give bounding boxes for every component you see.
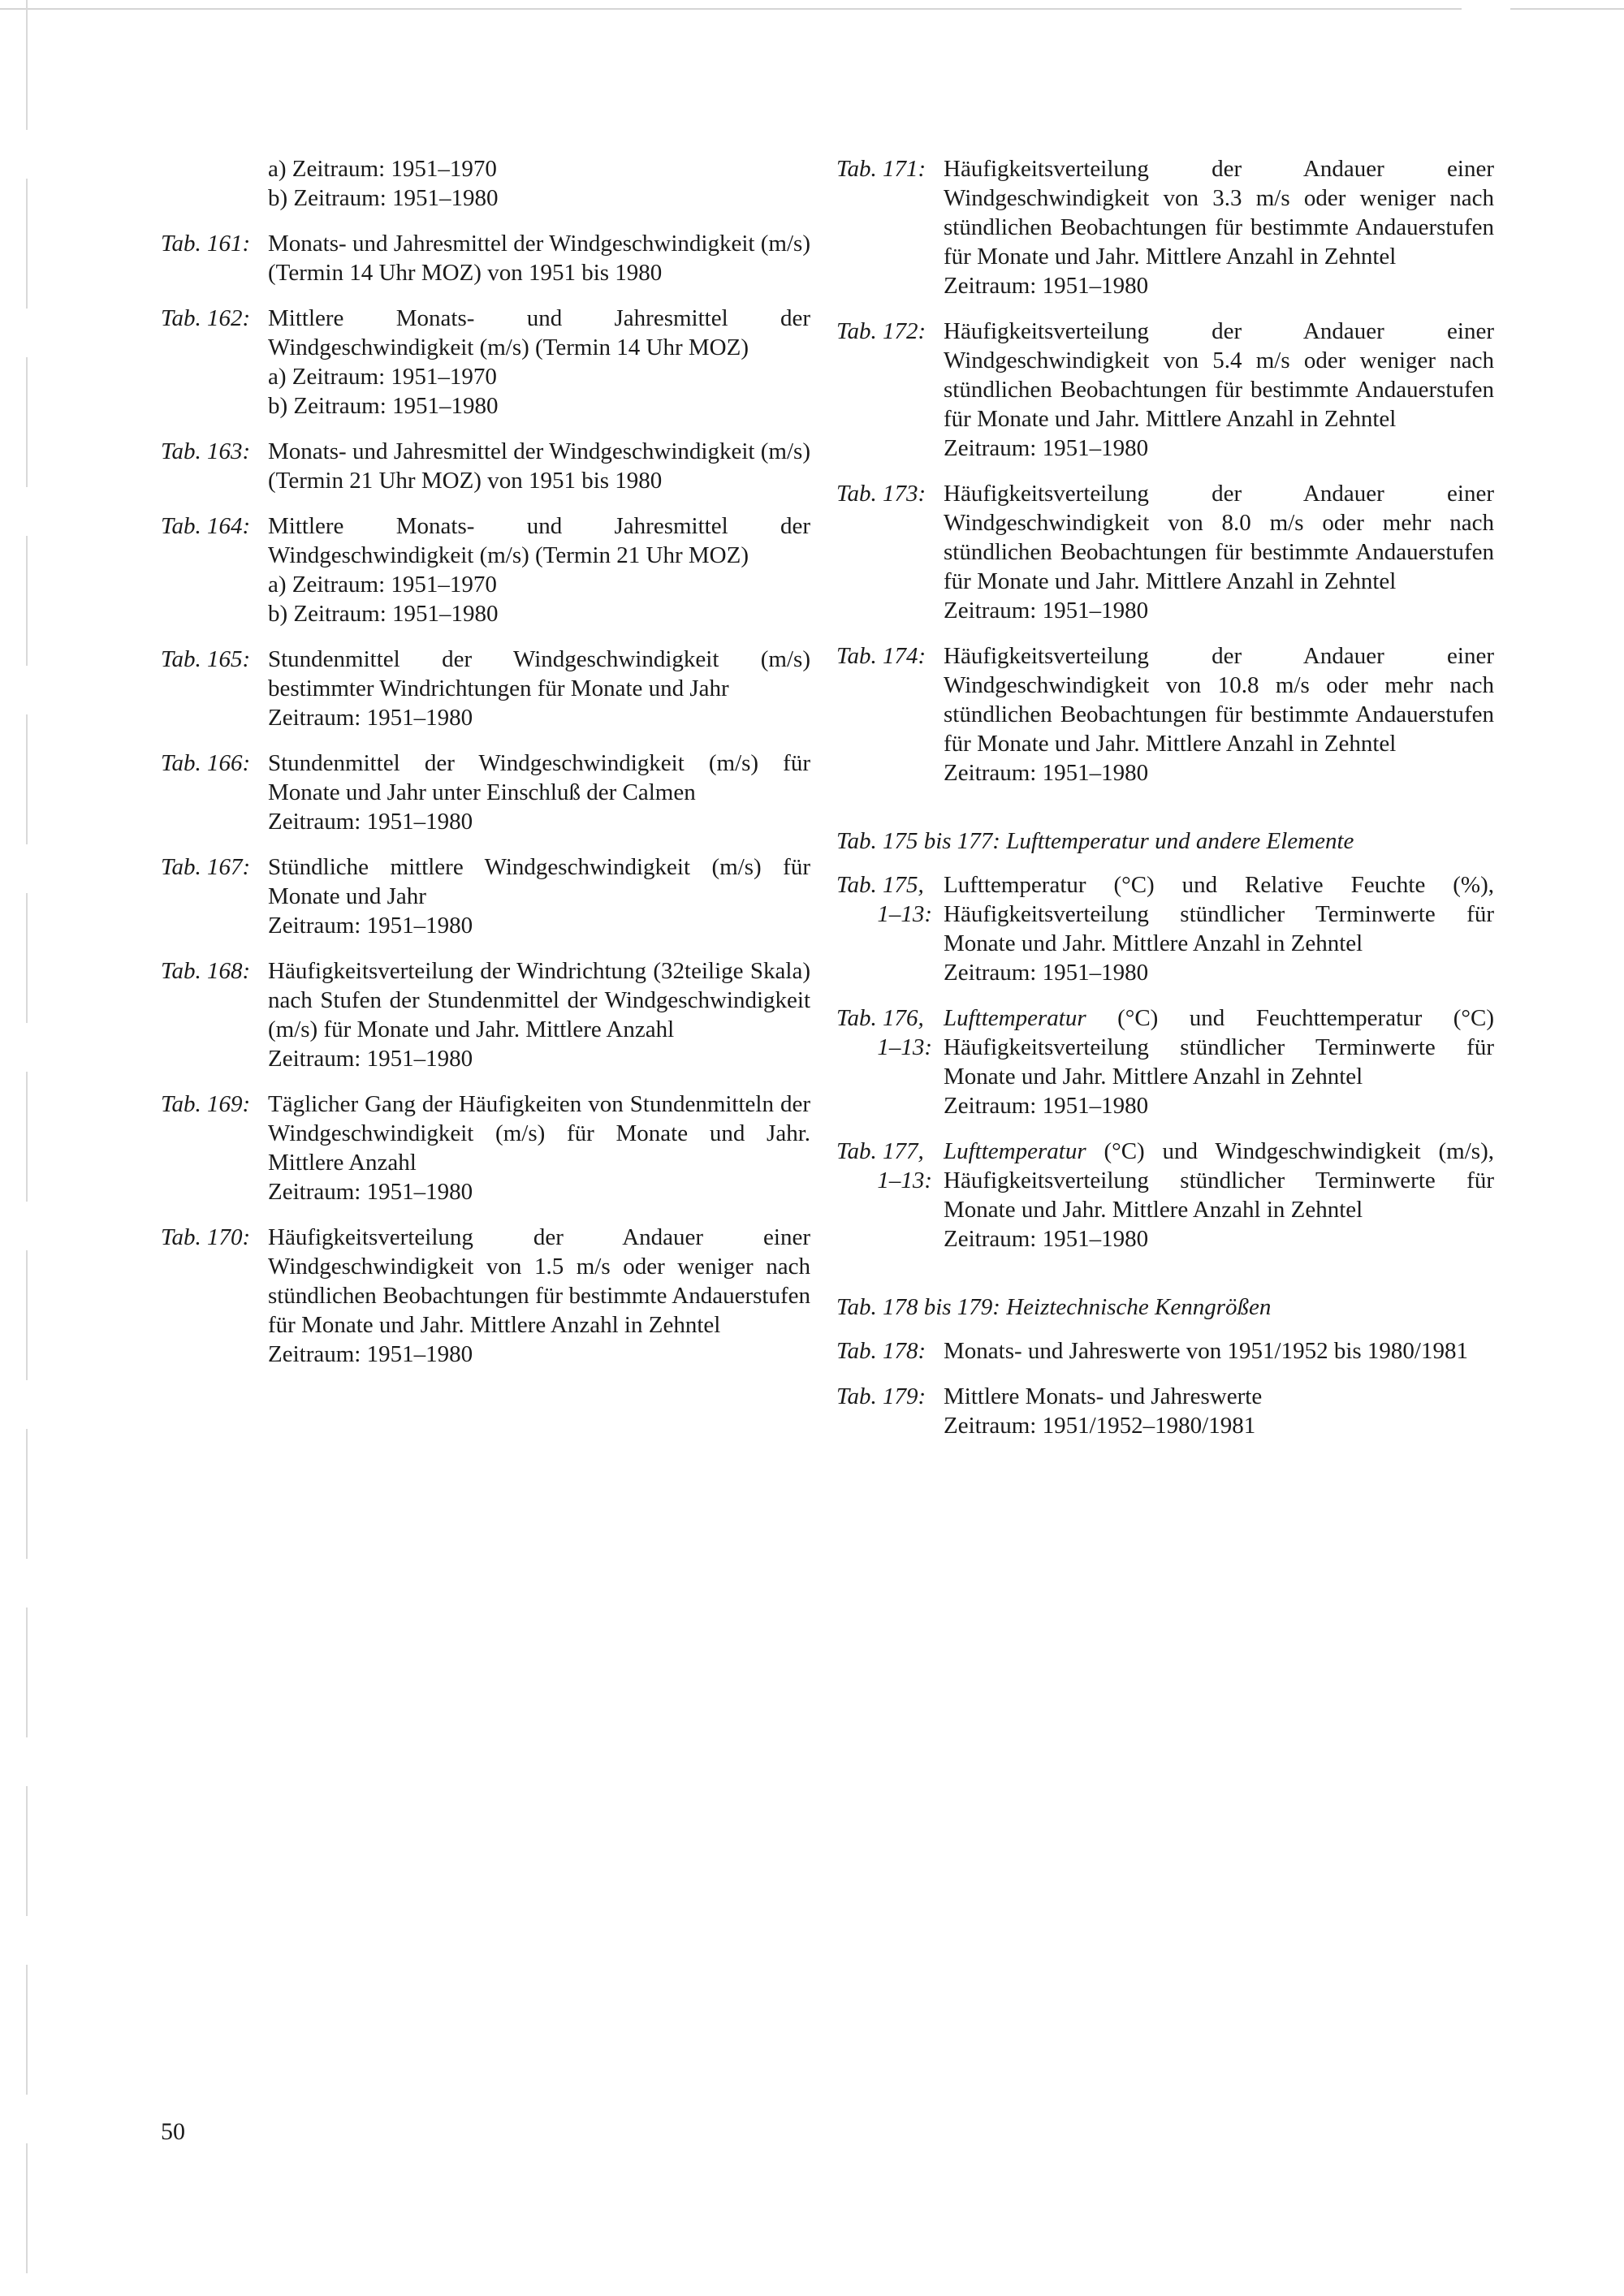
table-label: Tab. 166:	[161, 750, 251, 776]
table-label-sub: 1–13:	[877, 1034, 932, 1060]
table-entry-172	[836, 317, 1494, 463]
table-entry-167	[161, 852, 810, 940]
period: Zeitraum: 1951–1980	[268, 1341, 473, 1367]
table-entry-176	[836, 1003, 1494, 1120]
period: Zeitraum: 1951–1980	[268, 1046, 473, 1072]
table-entry-179	[836, 1382, 1494, 1440]
table-entry-162	[161, 304, 810, 421]
period: Zeitraum: 1951–1980	[268, 705, 473, 731]
table-entry-164	[161, 511, 810, 628]
table-entry-173	[836, 479, 1494, 625]
right-column	[836, 154, 1494, 1457]
title-emphasis: Lufttemperatur	[944, 1138, 1086, 1164]
table-title: Mittlere Monats- und Jahreswerte	[944, 1383, 1263, 1409]
page-number: 50	[161, 2118, 185, 2145]
period-b: b) Zeitraum: 1951–1980	[268, 185, 499, 211]
table-label: Tab. 164:	[161, 513, 251, 539]
period-b: b) Zeitraum: 1951–1980	[268, 393, 499, 419]
top-rule	[0, 8, 1624, 10]
table-title	[944, 1003, 1494, 1091]
table-label-main: Tab. 175,	[836, 872, 924, 898]
table-title: Häufigkeitsverteilung der Andauer einer Windgeschwindigkeit von 10.8 m/s oder mehr nach stündlichen Beobachtungen für bestimmte Andauerstufen für Monate und Jahr. Mittlere Anzahl in Zehntel	[944, 643, 1494, 757]
left-column	[161, 154, 810, 1385]
section-heading-temperature: Tab. 175 bis 177: Lufttemperatur und andere Elemente	[836, 828, 1354, 854]
period-b: b) Zeitraum: 1951–1980	[268, 601, 499, 627]
table-label: Tab. 165:	[161, 646, 251, 672]
table-label	[836, 1003, 944, 1062]
table-entry-163	[161, 437, 810, 495]
page-edge-line	[26, 0, 28, 2296]
table-label: Tab. 161:	[161, 231, 251, 257]
period: Zeitraum: 1951–1980	[944, 435, 1149, 461]
period-a: a) Zeitraum: 1951–1970	[268, 156, 497, 182]
title-emphasis: Lufttemperatur	[944, 1005, 1086, 1031]
table-label: Tab. 172:	[836, 318, 926, 344]
table-label	[836, 870, 944, 929]
table-title: Stundenmittel der Windgeschwindigkeit (m/s) für Monate und Jahr unter Einschluß der Calmen	[268, 750, 810, 805]
period: Zeitraum: 1951–1980	[944, 960, 1149, 986]
table-title: Häufigkeitsverteilung der Andauer einer Windgeschwindigkeit von 5.4 m/s oder weniger nach stündlichen Beobachtungen für bestimmte Andauerstufen für Monate und Jahr. Mittlere Anzahl in Zehntel	[944, 318, 1494, 432]
table-label: Tab. 178:	[836, 1338, 926, 1364]
table-label: Tab. 170:	[161, 1224, 251, 1250]
table-title: Stundenmittel der Windgeschwindigkeit (m/s) bestimmter Windrichtungen für Monate und Jahr	[268, 646, 810, 701]
table-entry-161	[161, 229, 810, 287]
table-entry-177	[836, 1137, 1494, 1254]
table-title: Lufttemperatur (°C) und Relative Feuchte (%), Häufigkeitsverteilung stündlicher Terminwerte für Monate und Jahr. Mittlere Anzahl in Zehntel	[944, 872, 1494, 956]
continued-periods	[161, 154, 810, 213]
period: Zeitraum: 1951–1980	[944, 760, 1149, 786]
table-label: Tab. 163:	[161, 438, 251, 464]
period: Zeitraum: 1951–1980	[268, 913, 473, 939]
period: Zeitraum: 1951–1980	[944, 598, 1149, 624]
table-entry-178	[836, 1336, 1494, 1366]
title-rest: (°C) und Feuchttemperatur (°C) Häufigkeitsverteilung stündlicher Terminwerte für Monate und Jahr. Mittlere Anzahl in Zehntel	[944, 1005, 1494, 1090]
section-heading-heating: Tab. 178 bis 179: Heiztechnische Kenngrößen	[836, 1294, 1272, 1320]
table-title: Monats- und Jahresmittel der Windgeschwindigkeit (m/s) (Termin 21 Uhr MOZ) von 1951 bis 1980	[268, 438, 810, 494]
table-entry-174	[836, 641, 1494, 788]
table-label: Tab. 169:	[161, 1091, 251, 1117]
period: Zeitraum: 1951–1980	[268, 1179, 473, 1205]
table-label: Tab. 179:	[836, 1383, 926, 1409]
period: Zeitraum: 1951–1980	[944, 273, 1149, 299]
table-title: Häufigkeitsverteilung der Andauer einer Windgeschwindigkeit von 8.0 m/s oder mehr nach stündlichen Beobachtungen für bestimmte Andauerstufen für Monate und Jahr. Mittlere Anzahl in Zehntel	[944, 481, 1494, 594]
table-title: Häufigkeitsverteilung der Andauer einer Windgeschwindigkeit von 3.3 m/s oder weniger nach stündlichen Beobachtungen für bestimmte Andauerstufen für Monate und Jahr. Mittlere Anzahl in Zehntel	[944, 156, 1494, 270]
table-label-main: Tab. 177,	[836, 1138, 924, 1164]
period: Zeitraum: 1951–1980	[268, 809, 473, 835]
period: Zeitraum: 1951–1980	[944, 1226, 1149, 1252]
table-title: Stündliche mittlere Windgeschwindigkeit (m/s) für Monate und Jahr	[268, 854, 810, 909]
period-a: a) Zeitraum: 1951–1970	[268, 364, 497, 390]
table-label: Tab. 168:	[161, 958, 251, 984]
table-entry-168	[161, 956, 810, 1073]
period-a: a) Zeitraum: 1951–1970	[268, 572, 497, 598]
table-label-sub: 1–13:	[877, 1167, 932, 1193]
table-label: Tab. 174:	[836, 643, 926, 669]
title-rest: (°C) und Windgeschwindigkeit (m/s), Häufigkeitsverteilung stündlicher Terminwerte für Monate und Jahr. Mittlere Anzahl in Zehntel	[944, 1138, 1494, 1223]
table-label: Tab. 167:	[161, 854, 251, 880]
period: Zeitraum: 1951–1980	[944, 1093, 1149, 1119]
table-label-main: Tab. 176,	[836, 1005, 924, 1031]
table-entry-171	[836, 154, 1494, 300]
table-title: Monats- und Jahresmittel der Windgeschwindigkeit (m/s) (Termin 14 Uhr MOZ) von 1951 bis 1980	[268, 231, 810, 286]
table-entry-166	[161, 749, 810, 836]
table-label: Tab. 171:	[836, 156, 926, 182]
table-label: Tab. 173:	[836, 481, 926, 507]
table-title: Häufigkeitsverteilung der Windrichtung (32teilige Skala) nach Stufen der Stundenmittel der Windgeschwindigkeit (m/s) für Monate und Jahr. Mittlere Anzahl	[268, 958, 810, 1042]
table-title: Mittlere Monats- und Jahresmittel der Windgeschwindigkeit (m/s) (Termin 21 Uhr MOZ)	[268, 513, 810, 568]
table-entry-175	[836, 870, 1494, 987]
table-title: Monats- und Jahreswerte von 1951/1952 bis 1980/1981	[944, 1338, 1468, 1364]
table-title	[944, 1137, 1494, 1224]
table-entry-170	[161, 1223, 810, 1369]
table-title: Häufigkeitsverteilung der Andauer einer Windgeschwindigkeit von 1.5 m/s oder weniger nach stündlichen Beobachtungen für bestimmte Andauerstufen für Monate und Jahr. Mittlere Anzahl in Zehntel	[268, 1224, 810, 1338]
table-label: Tab. 162:	[161, 305, 251, 331]
table-entry-165	[161, 645, 810, 732]
table-title: Täglicher Gang der Häufigkeiten von Stundenmitteln der Windgeschwindigkeit (m/s) für Monate und Jahr. Mittlere Anzahl	[268, 1091, 810, 1176]
table-title: Mittlere Monats- und Jahresmittel der Windgeschwindigkeit (m/s) (Termin 14 Uhr MOZ)	[268, 305, 810, 360]
table-label-sub: 1–13:	[877, 901, 932, 927]
table-entry-169	[161, 1090, 810, 1206]
table-label	[836, 1137, 944, 1195]
period: Zeitraum: 1951/1952–1980/1981	[944, 1413, 1256, 1439]
